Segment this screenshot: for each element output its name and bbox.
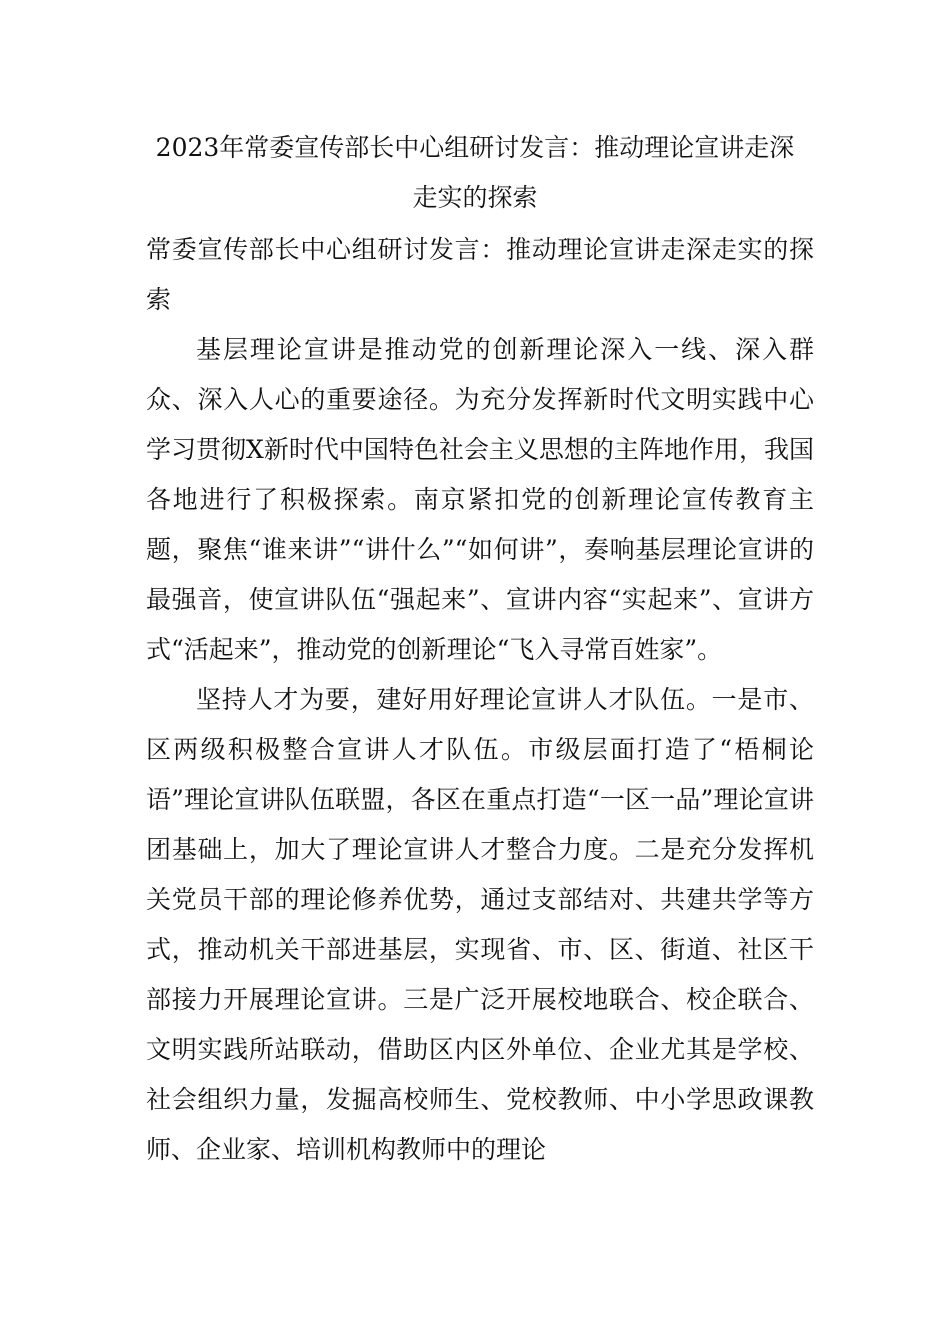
- document-title: [100, 123, 850, 223]
- paragraph-2: 坚持人才为要，建好用好理论宣讲人才队伍。一是市、区两级积极整合宣讲人才队伍。市级层面打造了“梧桐论语”理论宣讲队伍联盟，各区在重点打造“一区一品”理论宣讲团基础上，加大了理论宣讲人才整合力度。二是充分发挥机关党员干部的理论修养优势，通过支部结对、共建共学等方式，推动机关干部进基层，实现省、市、区、街道、社区干部接力开展理论宣讲。三是广泛开展校地联合、校企联合、文明实践所站联动，借助区内区外单位、企业尤其是学校、社会组织力量，发掘高校师生、党校教师、中小学思政课教师、企业家、培训机构教师中的理论: [146, 685, 814, 1164]
- document-body: [146, 225, 814, 1175]
- document-title-line-1: 2023年常委宣传部长中心组研讨发言：推动理论宣讲走深: [155, 133, 795, 162]
- document-title-line-2: 走实的探索: [412, 183, 538, 212]
- document-subtitle: 常委宣传部长中心组研讨发言：推动理论宣讲走深走实的探索: [146, 235, 814, 314]
- paragraph-1: 基层理论宣讲是推动党的创新理论深入一线、深入群众、深入人心的重要途径。为充分发挥新时代文明实践中心学习贯彻X新时代中国特色社会主义思想的主阵地作用，我国各地进行了积极探索。南京紧扣党的创新理论宣传教育主题，聚焦“谁来讲”“讲什么”“如何讲”，奏响基层理论宣讲的最强音，使宣讲队伍“强起来”、宣讲内容“实起来”、宣讲方式“活起来”，推动党的创新理论“飞入寻常百姓家”。: [146, 335, 814, 664]
